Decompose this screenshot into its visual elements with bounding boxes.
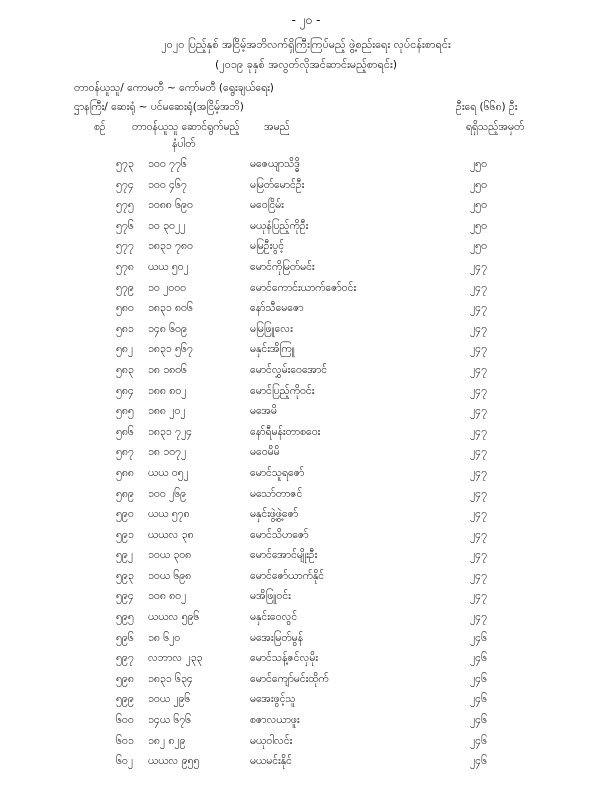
- table-row: [0, 261, 612, 282]
- row-score: ၂၅၀: [470, 219, 487, 232]
- row-name: မမြတ်မောင်ဦး: [250, 178, 305, 191]
- row-number: ၅၉၆: [116, 631, 134, 644]
- row-id: ယယ ၅၀၂: [148, 260, 189, 273]
- row-number: ၅၇၃: [116, 158, 134, 170]
- row-score: ၂၄၇: [470, 425, 487, 438]
- row-score: ၂၄၆: [470, 631, 487, 644]
- headcount-label: ဦးရေ (၆၆၈) ဦး: [456, 101, 518, 113]
- row-name: မောင်ကိုမြတ်မင်း: [250, 260, 315, 273]
- row-score: ၂၄၆: [470, 734, 487, 747]
- row-id: ၁၀၈ ၈၀၂: [148, 590, 187, 603]
- row-score: ၂၄၇: [470, 343, 487, 356]
- table-row: [0, 508, 612, 529]
- column-header-name: အမည်: [264, 121, 290, 133]
- row-name: မောင်သိဟဇော်: [250, 528, 309, 541]
- table-row: [0, 343, 612, 364]
- row-name: မောင်သူရဇော်: [250, 466, 305, 479]
- row-id: ယယလ ၅၉၆: [148, 611, 200, 624]
- row-name: မောင်လွှမ်းဝေအောင်: [250, 363, 328, 376]
- row-score: ၂၅၀: [470, 178, 487, 191]
- row-id: ၁၈၈ ၈၀၂: [148, 384, 187, 397]
- committee-line: တာဝန်ယူသူ/ ကောမတီ ~ ကော်မတီ (ရွေးချယ်ရေး): [74, 82, 274, 94]
- row-id: ၁၈၂ ၈၂၉: [148, 734, 186, 747]
- department-line: ဌာနကြီး/ ဆေးရုံ ~ ပင်မဆေးရုံ(အငြိမ့်အဘိ): [74, 101, 244, 113]
- row-id: ၁၈ ၁၈၀၆: [148, 363, 187, 376]
- row-number: ၆၀၂: [116, 755, 133, 768]
- row-number: ၅၇၆: [116, 219, 134, 232]
- column-header-no: စဉ်: [94, 121, 106, 133]
- row-id: ယယလ ၃၈: [148, 528, 194, 541]
- row-id: ၁၈၃၁ ၅၆၇: [148, 343, 193, 356]
- table-row: [0, 426, 612, 447]
- row-id: ၁၈ ၆၂၀: [148, 631, 181, 644]
- row-name: မအေးမြတ်မွန်: [250, 631, 304, 644]
- row-id: ၁၄ယ ၆၇၆: [148, 714, 192, 727]
- row-score: ၂၄၇: [470, 611, 487, 624]
- row-id: ၁၀၀ ၂၆၉: [148, 487, 187, 500]
- row-number: ၅၈၉: [116, 487, 134, 500]
- table-row: [0, 282, 612, 303]
- document-subtitle: (၂၀၁၉ ခုနှစ် အလွတ်လိုအင်ဆာင်းမည့်စာရင်း): [214, 58, 398, 71]
- row-id: ၁၈၃၁ ၆၃၄: [148, 672, 193, 685]
- row-number: ၅၈၀: [116, 302, 134, 315]
- row-score: ၂၄၇: [470, 384, 487, 397]
- column-header-score: ရရှိသည့်အမှတ်: [466, 121, 525, 133]
- row-id: လဘာလ ၂၃၃: [148, 652, 203, 665]
- row-name: မမြဖြူလေး: [250, 322, 293, 335]
- row-score: ၂၄၇: [470, 528, 487, 541]
- row-number: ၅၉၉: [116, 693, 134, 706]
- row-name: မနှင်းအိကြူ: [250, 343, 295, 356]
- row-score: ၂၄၇: [470, 405, 487, 418]
- row-name: မအေမိ: [250, 405, 277, 418]
- row-id: ၁၀ယ ၆၉၈: [148, 569, 192, 582]
- row-name: နော်ရီမန်းတာစဝေး: [250, 425, 321, 438]
- row-number: ၅၉၇: [116, 652, 134, 665]
- row-number: ၅၉၃: [116, 569, 134, 582]
- table-row: [0, 405, 612, 426]
- table-row: [0, 590, 612, 611]
- row-number: ၅၈၁: [116, 322, 134, 335]
- row-score: ၂၄၇: [470, 260, 487, 273]
- row-number: ၅၈၄: [116, 384, 134, 397]
- row-number: ၅၈၈: [116, 466, 134, 479]
- row-name: မနှင်းဝေလွင်: [250, 611, 298, 624]
- row-score: ၂၄၇: [470, 508, 487, 521]
- row-number: ၅၉၅: [116, 611, 134, 624]
- row-id: ၁၈၈ ၂၀၂: [148, 405, 186, 418]
- row-score: ၂၄၇: [470, 549, 487, 562]
- row-number: ၅၉၂: [116, 549, 133, 562]
- row-number: ၆၀၀: [116, 714, 134, 727]
- document-title: ၂၀၂၀ ပြည့်နှစ် အငြိမ့်အဘိလက်ရှိကြီးကြပ်မည့် ဖွဲ့စည်းရေး လုပ်ငန်းစာရင်း: [161, 38, 451, 51]
- row-id: ၁၀ယ ၂၉၆: [148, 693, 191, 706]
- table-row: [0, 714, 612, 735]
- table-row: [0, 652, 612, 673]
- table-row: [0, 467, 612, 488]
- row-number: ၅၈၂: [116, 343, 134, 356]
- row-name: မောင်သန့်ဇင်လှမိုး: [250, 652, 319, 665]
- row-number: ၅၈၃: [116, 363, 134, 376]
- row-score: ၂၄၇: [470, 363, 487, 376]
- table-row: [0, 735, 612, 756]
- row-name: မောင်ကောင်းယာက်ဇော်ဝင်း: [250, 281, 357, 294]
- table-row: [0, 446, 612, 467]
- row-number: ၅၈၆: [116, 425, 134, 438]
- row-name: မနှင်းဖွဲ့ဖွဲ့ဇော်: [250, 508, 299, 521]
- row-number: ၅၉၁: [116, 528, 134, 541]
- column-header-id: တာဝန်ယူသူ ဆောင်ရွက်မည့်: [132, 121, 240, 133]
- row-id: ၁၈၃၁ ၈၀၆: [148, 302, 193, 315]
- row-number: ၅၇၉: [116, 281, 134, 294]
- table-row: [0, 240, 612, 261]
- row-score: ၂၅၀: [470, 240, 487, 253]
- row-id: ၁၀ယ ၃၀၈: [148, 549, 192, 562]
- row-id: ၁၀၈၈ ၆၉၀: [148, 199, 193, 212]
- row-score: ၂၄၇: [470, 322, 487, 335]
- row-name: နော်သီမေဇော: [250, 302, 304, 315]
- column-header-id-line2: နံပါတ်: [172, 138, 196, 150]
- row-score: ၂၄၇: [470, 302, 487, 315]
- row-score: ၂၅၀: [470, 199, 487, 212]
- table-row: [0, 755, 612, 776]
- row-name: မယုနံပြည့်ကိုဦး: [250, 219, 309, 232]
- row-name: မမြဦးပွင့်: [250, 240, 285, 253]
- page-number: - ၂၀ -: [291, 13, 321, 27]
- row-number: ၅၉၈: [116, 672, 134, 685]
- row-score: ၂၄၇: [470, 487, 487, 500]
- row-id: ၁၈၃၁ ၇၈၀: [148, 240, 193, 253]
- table-row: [0, 220, 612, 241]
- row-score: ၂၄၇: [470, 281, 487, 294]
- row-number: ၆၀၁: [116, 734, 134, 747]
- row-name: မအေးဖွင့်သူ: [250, 693, 296, 706]
- row-score: ၂၄၆: [470, 652, 487, 665]
- row-number: ၅၉၄: [116, 590, 134, 603]
- row-score: ၂၄၆: [470, 693, 487, 706]
- row-score: ၂၄၇: [470, 590, 487, 603]
- row-name: မောင်အောင်မျိုးဦး: [250, 549, 318, 562]
- row-id: ၁၄၈ ၆၀၉: [148, 322, 187, 335]
- row-score: ၂၄၇: [470, 446, 487, 459]
- table-row: [0, 529, 612, 550]
- table-row: [0, 488, 612, 509]
- row-name: မသော်တာဇင်: [250, 487, 303, 500]
- row-id: ၁၈ ၁၀၇၂: [148, 446, 187, 459]
- row-name: မောင်ဇော်ယာက်နိုင်: [250, 569, 325, 582]
- row-id: ၁၀ ၃၀၂၂: [148, 219, 186, 232]
- table-row: [0, 693, 612, 714]
- row-score: ၂၅၀: [470, 158, 487, 170]
- row-number: ၅၇၄: [116, 178, 134, 191]
- table-row: [0, 323, 612, 344]
- row-score: ၂၄၇: [470, 569, 487, 582]
- row-number: ၅၇၇: [116, 240, 134, 253]
- table-row: [0, 302, 612, 323]
- row-id: ၁၀၀ ၇၇၆: [148, 158, 187, 170]
- row-name: မအိဖြူဝင်း: [250, 590, 291, 603]
- row-score: ၂၄၇: [470, 466, 487, 479]
- data-table: [0, 158, 612, 776]
- table-row: [0, 549, 612, 570]
- row-number: ၅၈၅: [116, 405, 134, 418]
- row-name: မောင်ကျော်မင်းထိုက်: [250, 672, 329, 685]
- table-row: [0, 611, 612, 632]
- row-number: ၅၉၀: [116, 508, 134, 521]
- table-row: [0, 385, 612, 406]
- row-id: ယယ ၅၇၈: [148, 508, 190, 521]
- table-row: [0, 158, 612, 179]
- row-name: မဝေမိမိ: [250, 446, 280, 459]
- row-name: မယမင်းနိုင်: [250, 755, 292, 768]
- table-row: [0, 673, 612, 694]
- row-number: ၅၇၅: [116, 199, 134, 212]
- row-score: ၂၄၆: [470, 755, 487, 768]
- row-id: ယယ ၀၅၂: [148, 466, 189, 479]
- row-id: ယယလ ၉၅၅: [148, 755, 200, 768]
- table-row: [0, 632, 612, 653]
- row-number: ၅၈၇: [116, 446, 134, 459]
- row-name: မောင်ပြည့်ကိုဝင်း: [250, 384, 315, 397]
- row-score: ၂၄၆: [470, 672, 487, 685]
- table-row: [0, 199, 612, 220]
- table-row: [0, 179, 612, 200]
- row-id: ၁၀၀ ၄၆၇: [148, 178, 187, 191]
- row-name: မဝေငြိမ်း: [250, 199, 284, 212]
- row-name: စဇာလယာဖူး: [250, 714, 300, 727]
- row-name: မယုဝါလင်း: [250, 734, 293, 747]
- row-score: ၂၄၆: [470, 714, 487, 727]
- row-name: မဇေယျာသိဒ္ဓိ: [250, 158, 300, 170]
- row-id: ၁၀ ၂၀၀၀: [148, 281, 187, 294]
- row-number: ၅၇၈: [116, 260, 134, 273]
- table-row: [0, 364, 612, 385]
- table-row: [0, 570, 612, 591]
- row-id: ၁၈၃၁ ၇၂၄: [148, 425, 193, 438]
